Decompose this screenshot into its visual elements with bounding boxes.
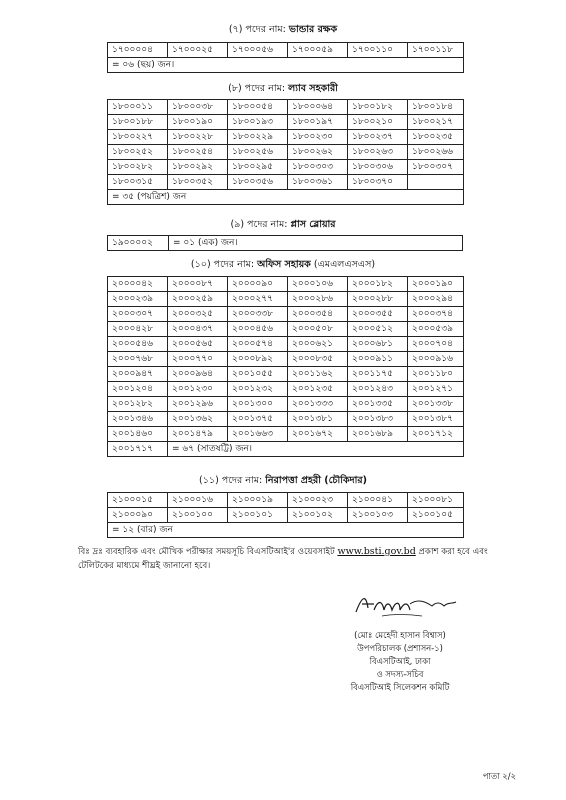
table-cell: ২১০০০৮১ [408,493,464,508]
table-cell: ২০০১৭১২ [408,427,464,442]
table-row [108,382,464,397]
section-title-name: প্লাস ব্লোয়ার [290,219,336,230]
section-title-prefix: (১০) পদের নাম: [190,259,258,270]
table-cell: ২০০১৬৭২ [288,427,348,442]
table-row [108,352,464,367]
table-cell: ১৮০০৩০৬ [348,160,408,175]
table-cell: ২১০০১০৩ [348,508,408,523]
table-cell: ১৮০০২২৮ [168,130,228,145]
table-cell: ২০০১২৪৩ [348,382,408,397]
table-row [108,58,464,73]
table-cell: ১৮০০০৫৪ [228,100,288,115]
table-cell: ২০০০৪৩৭ [168,322,228,337]
table-cell: ১৮০০২৮২ [108,160,168,175]
table-cell: ২০০১১৬২ [288,367,348,382]
table-row [108,115,464,130]
section-title-prefix: (৭) পদের নাম: [228,24,289,35]
table-row [108,160,464,175]
table-cell: ২০০১৪৭৯ [168,427,228,442]
table-row [108,292,464,307]
table-cell: ২০০০০৪২ [108,277,168,292]
table-cell: ২০০১৩৩৫ [348,397,408,412]
table-row [108,337,464,352]
table-row [108,322,464,337]
table-cell: ২১০০০৪১ [348,493,408,508]
table-cell: ২০০০২৮৬ [288,292,348,307]
table-cell: ২০০১৩৭৫ [228,412,288,427]
section-10-table [107,276,464,457]
section-7-table [107,42,464,73]
table-row [108,307,464,322]
table-cell: ১৮০০১৯০ [168,115,228,130]
table-cell: ২০০১৩০০ [228,397,288,412]
table-cell: ২০০০৩০৭ [108,307,168,322]
table-cell: ২০০০১৮২ [348,277,408,292]
section-title-prefix: (৮) পদের নাম: [228,83,289,94]
signer-role: ও সদস্য-সচিব [376,669,424,679]
section-title-name: ল্যাব সহকারী [288,83,338,94]
table-row [108,397,464,412]
table-cell: ২০০০৮৯২ [228,352,288,367]
table-row [108,43,464,58]
total-cell: = ৩৫ (পয়ত্রিশ) জন [108,190,464,205]
table-cell: ১৯০০০০২ [108,236,169,251]
table-cell: ১৮০০২১০ [348,115,408,130]
section-title-prefix: (৯) পদের নাম: [230,219,291,230]
table-cell: ২০০১৩৬২ [168,412,228,427]
section-title-suffix: (এমএলএসএস) [310,259,376,270]
table-cell: ২০০০৩৭৪ [408,307,464,322]
table-cell: ১৮০০২২৯ [228,130,288,145]
table-cell: ১৮০০২৬২ [288,145,348,160]
table-cell: ২০০০৪২৮ [108,322,168,337]
table-cell: ১৮০০১৮৮ [108,115,168,130]
table-cell: ২০০১৩৪৬ [108,412,168,427]
table-cell: ২০০০২৩৯ [108,292,168,307]
table-cell: ২০০০১৯০ [408,277,464,292]
website-link[interactable]: www.bsti.gov.bd [337,546,416,557]
section-7-title [0,24,566,36]
table-cell: ২১০০১০৫ [408,508,464,523]
table-cell: ১৮০০৩৫৬ [228,175,288,190]
table-cell: ২০০০৫০৮ [288,322,348,337]
table-cell: ১৮০০২৫৪ [168,145,228,160]
total-cell: = ০১ (এক) জন। [169,236,463,251]
table-cell: ২০০১২৭১ [408,382,464,397]
table-row [108,523,464,538]
note-text-end: প্রকাশ করা হবে এবং টেলিটকের মাধ্যমে শীঘ্রই জানানো হবে। [78,547,488,571]
table-cell: ১৮০০৩৬১ [288,175,348,190]
table-cell: ২০০০৯৬৪ [168,367,228,382]
table-row [108,427,464,442]
table-cell: ২০০১৩৩৩ [288,397,348,412]
signature-block [330,629,470,694]
signer-designation: উপপরিচালক (প্রশাসন-১) [357,643,443,653]
table-cell: ২০০০৪৫৬ [228,322,288,337]
table-cell: ২১০০১০০ [168,508,228,523]
table-cell: ২১০০০৯০ [108,508,168,523]
table-cell: ১৭০০০০৪ [108,43,168,58]
table-cell: ১৮০০৩০৩ [288,160,348,175]
table-row [108,412,464,427]
table-cell: ২০০০৩৩৮ [228,307,288,322]
table-cell: ২০০০৩৫৫ [348,307,408,322]
table-cell: ১৮০০২৬৩ [348,145,408,160]
table-cell: ২০০১২৩৫ [288,382,348,397]
table-cell: ২১০০০১৯ [228,493,288,508]
table-cell: ২০০১০৫৫ [228,367,288,382]
table-cell: ১৮০০১৮৪ [408,100,464,115]
table-cell: ২০০০৫৪৬ [108,337,168,352]
table-cell: ২০০০৯৪৭ [108,367,168,382]
table-cell: ১৮০০২৫২ [108,145,168,160]
table-cell: ২০০১৩৮৩ [348,412,408,427]
table-cell: ২১০০১০২ [288,508,348,523]
table-cell: ২০০১৩৮৭ [408,412,464,427]
page-number: পাতা ২/২ [482,771,516,781]
table-cell: ২০০০২৯৪ [408,292,464,307]
section-title-prefix: (১১) পদের নাম: [199,475,266,486]
table-cell: ২০০১২৩০ [168,382,228,397]
table-cell: ২০০০০৯০ [228,277,288,292]
table-cell: ২০০০৩৫৪ [288,307,348,322]
table-cell: ২০০০৭৭০ [168,352,228,367]
table-cell: ১৮০০৩০৭ [408,160,464,175]
section-title-name: ভান্ডার রক্ষক [288,24,338,35]
table-cell: ১৮০০০১১ [108,100,168,115]
section-9-table [107,235,463,251]
table-cell: ২০০০৬৮১ [348,337,408,352]
table-cell: ২০০০৮৩৫ [288,352,348,367]
table-cell: ১৮০০৩৭০ [348,175,408,190]
table-cell: ২০০১১৮০ [408,367,464,382]
section-10-title [0,259,566,271]
table-cell: ২০০০৫৩৯ [408,322,464,337]
section-title-name: অফিস সহায়ক [257,259,311,270]
table-cell: ২০০০৫৬৫ [168,337,228,352]
section-8-title [0,83,566,95]
table-cell: ২০০০১০৬ [288,277,348,292]
table-row [108,277,464,292]
table-cell: ২০০১৬৬৩ [228,427,288,442]
table-row [108,367,464,382]
table-cell: ১৮০০২৬৬ [408,145,464,160]
table-row [108,236,463,251]
table-cell: ২০০১২৮২ [108,397,168,412]
table-cell: ১৭০০০২৫ [168,43,228,58]
table-cell: ১৭০০১১০ [348,43,408,58]
section-9-title [0,219,566,231]
total-cell: = ১২ (বার) জন [108,523,464,538]
table-row [108,130,464,145]
section-11-table [107,492,464,538]
signer-name: (মোঃ মেহেদী হাসান বিশ্বাস) [354,630,446,640]
table-cell: ২০০১৩৮১ [288,412,348,427]
table-cell: ২০০০২৭৭ [228,292,288,307]
table-cell: ২১০০০২৩ [288,493,348,508]
table-cell: ২১০০০১৫ [108,493,168,508]
note-paragraph [78,545,518,573]
section-title-name: নিরাপত্তা প্রহরী (চৌকিদার) [265,475,367,486]
table-cell: ১৮০০২৩৫ [408,130,464,145]
table-cell: ২০০০৬২১ [288,337,348,352]
table-cell: ২০০০৭৬৮ [108,352,168,367]
table-cell: ২০০১৪৬০ [108,427,168,442]
table-cell: ২০০১৭১৭ [108,442,168,457]
table-cell: ১৮০০২১৭ [408,115,464,130]
table-cell: ২০০০৭০৪ [408,337,464,352]
signer-office: বিএসটিআই, ঢাকা [369,656,431,666]
signer-committee: বিএসটিআই সিলেকশন কমিটি [350,682,450,692]
table-cell: ১৭০০০৫৯ [288,43,348,58]
table-cell: ২০০০২৫৯ [168,292,228,307]
top-cropped-text [230,2,340,6]
table-cell: ২০০১৬৮৯ [348,427,408,442]
table-cell: ২০০১৩৩৮ [408,397,464,412]
table-cell: ১৮০০০৩৮ [168,100,228,115]
handwritten-signature-icon [352,588,462,620]
table-row [108,100,464,115]
table-cell: ১৮০০২৯২ [168,160,228,175]
table-cell: ২০০১২০৪ [108,382,168,397]
table-cell: ২১০০১০১ [228,508,288,523]
table-cell: ১৮০০২৩০ [288,130,348,145]
table-cell: ২০০০৫১২ [348,322,408,337]
section-8-table [107,99,464,205]
table-row [108,442,464,457]
table-cell: ১৮০০১৯৩ [228,115,288,130]
table-cell: ১৭০০১১৮ [408,43,464,58]
table-cell: ১৮০০১৮২ [348,100,408,115]
total-cell: = ০৬ (ছয়) জন। [108,58,464,73]
table-cell: ২০০০০৮৭ [168,277,228,292]
total-cell: = ৬৭ (সাতষট্টি) জন। [168,442,464,457]
table-cell: ২০০০৯১১ [348,352,408,367]
table-cell: ২১০০০১৬ [168,493,228,508]
table-cell: ১৮০০০৬৪ [288,100,348,115]
table-cell: ১৮০০৩৫২ [168,175,228,190]
table-cell: ২০০০৯১৬ [408,352,464,367]
section-11-title [0,475,566,487]
table-row [108,145,464,160]
table-cell: ১৮০০২৩৭ [348,130,408,145]
table-row [108,508,464,523]
note-text: বিঃ দ্রঃ ব্যবহারিক এবং মৌখিক পরীক্ষার সময়সূচি বিএসটিআই'র ওয়েবসাইট [78,547,338,557]
table-cell: ২০০১২৯৬ [168,397,228,412]
table-cell: ১৮০০২৯৫ [228,160,288,175]
table-cell: ২০০০২৮৮ [348,292,408,307]
table-cell: ২০০১১৭৫ [348,367,408,382]
table-row [108,190,464,205]
table-cell: ২০০০৫৭৪ [228,337,288,352]
table-cell [408,175,464,190]
table-cell: ১৮০০২৫৬ [228,145,288,160]
table-cell: ২০০১২৩২ [228,382,288,397]
table-cell: ১৮০০১৯৭ [288,115,348,130]
table-cell: ১৭০০০৫৬ [228,43,288,58]
table-row [108,175,464,190]
table-row [108,493,464,508]
table-cell: ২০০০৩২৫ [168,307,228,322]
table-cell: ১৮০০২২৭ [108,130,168,145]
table-cell: ১৮০০৩১৫ [108,175,168,190]
